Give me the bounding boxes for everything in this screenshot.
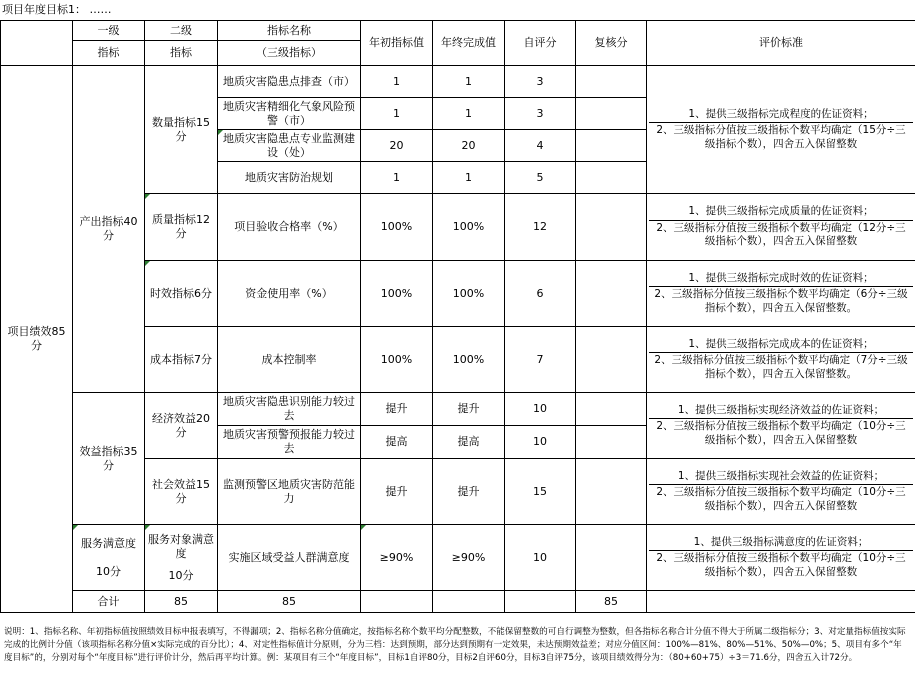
review-score[interactable]: [576, 66, 647, 98]
self-score: 12: [505, 194, 576, 261]
review-score[interactable]: [576, 98, 647, 130]
standard-line: 1、提供三级指标满意度的佐证资料；: [693, 535, 869, 548]
self-score: 4: [505, 130, 576, 162]
standard-line: 2、三级指标分值按三级指标个数平均确定（10分÷三级指标个数），四舍五入保留整数: [649, 550, 913, 580]
review-score[interactable]: [576, 327, 647, 393]
review-score[interactable]: [576, 162, 647, 194]
final-value: 100%: [433, 261, 505, 327]
service-target-score: 10分: [168, 568, 194, 582]
header-level2-sub: 指标: [145, 41, 218, 66]
indicator-name: 资金使用率（%）: [218, 261, 361, 327]
review-score[interactable]: [576, 459, 647, 525]
social-benefit-cell: 社会效益15分: [145, 459, 218, 525]
service-target-label: 服务对象满意度: [148, 532, 214, 560]
header-name: 指标名称: [218, 21, 361, 41]
initial-value: 提升: [361, 393, 433, 426]
initial-value: 1: [361, 66, 433, 98]
final-value: ≥90%: [433, 525, 505, 591]
header-standard: 评价标准: [647, 21, 915, 66]
indicator-name: 地质灾害隐患点专业监测建设（处）: [218, 130, 361, 162]
indicator-name: 地质灾害防治规划: [218, 162, 361, 194]
review-score[interactable]: [576, 393, 647, 426]
project-performance-cell: 项目绩效85分: [1, 66, 73, 613]
standard-line: 2、三级指标分值按三级指标个数平均确定（7分÷三级指标个数），四舍五入保留整数。: [649, 352, 913, 382]
perf-header-blank: [1, 21, 73, 66]
indicator-name: 实施区域受益人群满意度: [218, 525, 361, 591]
standard-line: 2、三级指标分值按三级指标个数平均确定（6分÷三级指标个数），四舍五入保留整数。: [649, 286, 913, 316]
standard-line: 2、三级指标分值按三级指标个数平均确定（10分÷三级指标个数），四舍五入保留整数: [649, 484, 913, 514]
quality-indicator-cell: 质量指标12分: [145, 194, 218, 261]
standard-social: [647, 459, 915, 525]
comment-marker-icon: [145, 261, 150, 266]
total-self-score: 85: [576, 591, 647, 613]
indicator-name: 监测预警区地质灾害防范能力: [218, 459, 361, 525]
final-value: 100%: [433, 194, 505, 261]
final-value: 1: [433, 162, 505, 194]
quantity-indicator-cell: 数量指标15分: [145, 66, 218, 194]
benefit-indicator-cell: 效益指标35分: [73, 393, 145, 525]
review-score[interactable]: [576, 525, 647, 591]
initial-value: ≥90%: [361, 525, 433, 591]
standard-cost: [647, 327, 915, 393]
comment-marker-icon: [145, 525, 150, 530]
indicator-name: 项目验收合格率（%）: [218, 194, 361, 261]
standard-line: 1、提供三级指标完成质量的佐证资料；: [688, 205, 874, 218]
final-value: 100%: [433, 327, 505, 393]
header-final: 年终完成值: [433, 21, 505, 66]
header-level1-sub: 指标: [73, 41, 145, 66]
header-review-score: 复核分: [576, 21, 647, 66]
comment-marker-icon: [73, 525, 78, 530]
satisfaction-label: 服务满意度: [81, 536, 136, 550]
self-score: 3: [505, 66, 576, 98]
self-score: 5: [505, 162, 576, 194]
header-level2: 二级: [145, 21, 218, 41]
final-value: 提高: [433, 426, 505, 459]
self-score: 15: [505, 459, 576, 525]
self-score: 6: [505, 261, 576, 327]
comment-marker-icon: [361, 525, 366, 530]
service-target-cell: [145, 525, 218, 591]
indicator-name: 成本控制率: [218, 327, 361, 393]
standard-line: 1、提供三级指标实现社会效益的佐证资料；: [677, 469, 885, 482]
standard-economic: [647, 393, 915, 459]
total-blank: [433, 591, 505, 613]
standard-line: 1、提供三级指标完成成本的佐证资料；: [688, 337, 874, 350]
output-indicator-cell: 产出指标40分: [73, 66, 145, 393]
satisfaction-indicator-cell: [73, 525, 145, 591]
initial-value: 20: [361, 130, 433, 162]
final-value: 提升: [433, 393, 505, 426]
total-blank: [361, 591, 433, 613]
total-level2: 85: [218, 591, 361, 613]
initial-value: 100%: [361, 194, 433, 261]
final-value: 1: [433, 98, 505, 130]
timeliness-indicator-cell: 时效指标6分: [145, 261, 218, 327]
final-value: 20: [433, 130, 505, 162]
total-blank: [505, 591, 576, 613]
initial-value: 100%: [361, 261, 433, 327]
indicator-name: 地质灾害隐患点排查（市）: [218, 66, 361, 98]
total-review-score[interactable]: [647, 591, 915, 613]
final-value: 提升: [433, 459, 505, 525]
initial-value: 提高: [361, 426, 433, 459]
review-score[interactable]: [576, 426, 647, 459]
evaluation-table: [0, 20, 915, 613]
standard-line: 1、提供三级指标完成时效的佐证资料；: [688, 271, 874, 284]
standard-line: 2、三级指标分值按三级指标个数平均确定（12分÷三级指标个数），四舍五入保留整数: [649, 220, 913, 250]
self-score: 7: [505, 327, 576, 393]
standard-line: 1、提供三级指标完成程度的佐证资料；: [688, 107, 874, 120]
cost-indicator-cell: 成本指标7分: [145, 327, 218, 393]
standard-timeliness: [647, 261, 915, 327]
initial-value: 100%: [361, 327, 433, 393]
indicator-name: 地质灾害预警预报能力较过去: [218, 426, 361, 459]
initial-value: 1: [361, 98, 433, 130]
standard-line: 2、三级指标分值按三级指标个数平均确定（15分÷三级指标个数），四舍五入保留整数: [649, 122, 913, 152]
header-self-score: 自评分: [505, 21, 576, 66]
standard-quality: [647, 194, 915, 261]
review-score[interactable]: [576, 261, 647, 327]
economic-benefit-cell: 经济效益20分: [145, 393, 218, 459]
indicator-name: 地质灾害精细化气象风险预警（市）: [218, 98, 361, 130]
standard-line: 1、提供三级指标实现经济效益的佐证资料；: [677, 403, 885, 416]
project-goal-title: 项目年度目标1： ……: [2, 3, 112, 16]
self-score: 10: [505, 525, 576, 591]
header-name-sub: （三级指标）: [218, 41, 361, 66]
standard-service: [647, 525, 915, 591]
self-score: 3: [505, 98, 576, 130]
satisfaction-score: 10分: [96, 564, 121, 578]
indicator-name: 地质灾害隐患识别能力较过去: [218, 393, 361, 426]
header-initial: 年初指标值: [361, 21, 433, 66]
final-value: 1: [433, 66, 505, 98]
review-score[interactable]: [576, 194, 647, 261]
self-score: 10: [505, 426, 576, 459]
review-score[interactable]: [576, 130, 647, 162]
header-level1: 一级: [73, 21, 145, 41]
comment-marker-icon: [145, 194, 150, 199]
initial-value: 1: [361, 162, 433, 194]
comment-marker-icon: [218, 130, 223, 135]
total-label: 合计: [73, 591, 145, 613]
standard-quantity: [647, 66, 915, 194]
standard-line: 2、三级指标分值按三级指标个数平均确定（10分÷三级指标个数），四舍五入保留整数: [649, 418, 913, 448]
self-score: 10: [505, 393, 576, 426]
explanation-note: 说明：1、指标名称、年初指标值按照绩效目标申报表填写，不得漏项；2、指标名称分值确定，按指标名称个数平均分配整数，不能保留整数的可自行调整为整数，但各指标名称合计分值不得大于所属二级指标分；3、对定量指标值按实际完成的比例计分值（该项指标名称分值×实际完成的百分比）；4、对定性指标值计分原则，分为三档：达到预期，部分达到预期有一定效果，未达预期效益差；对应分值区间：100%—81%、80%—51%、50%—0%；5、项目有多个“年度目标”的，分别对每个“年度目标”进行评价计分，然后再平均计算。例：某项目有三个“年度目标”，目标1自评80分，目标2自评60分，目标3自评75分，该项目绩效得分为：（80+60+75）÷3＝71.6分，四舍五入计72分。: [4, 627, 906, 663]
initial-value: 提升: [361, 459, 433, 525]
total-level1: 85: [145, 591, 218, 613]
